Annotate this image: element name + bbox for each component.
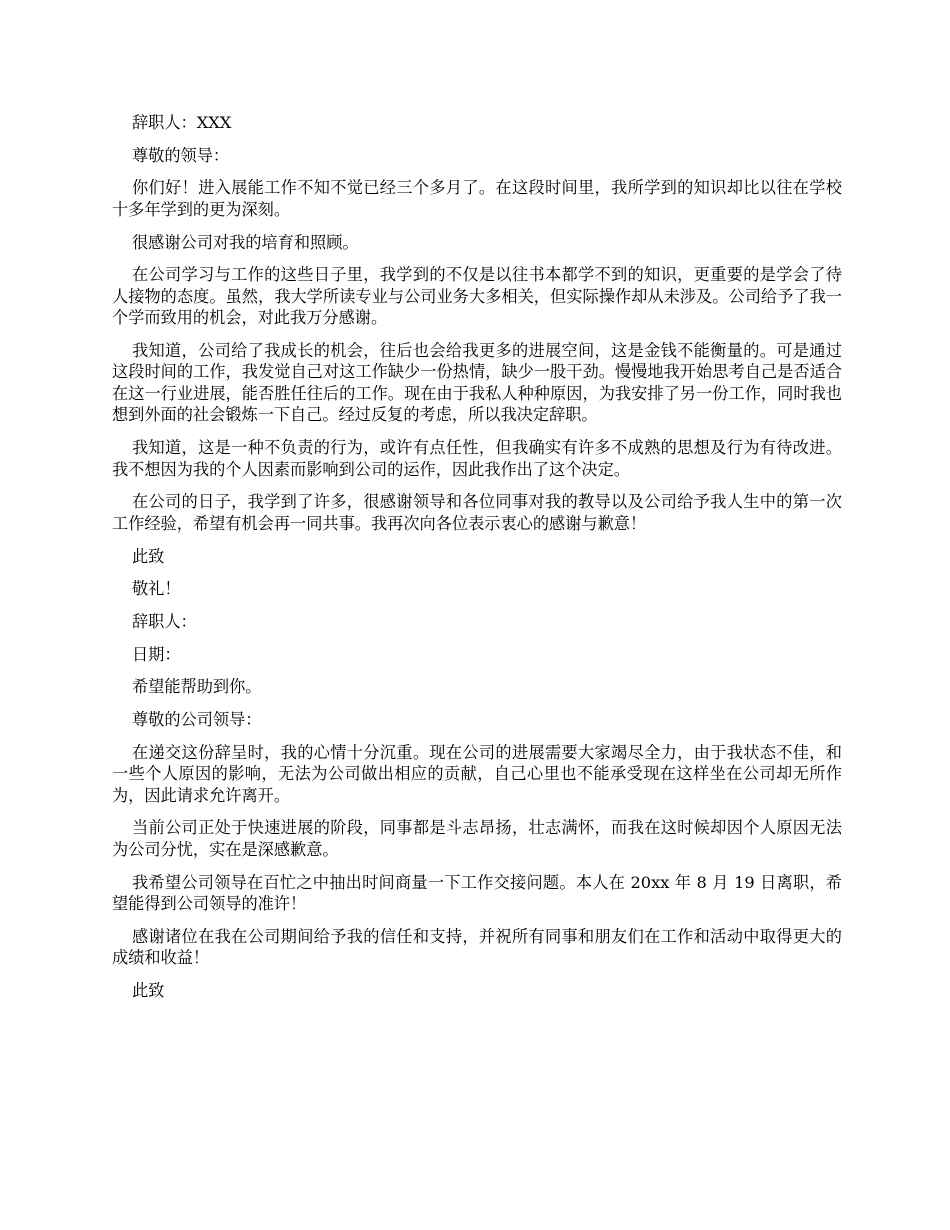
body-paragraph: 感谢诸位在我在公司期间给予我的信任和支持，并祝所有同事和朋友们在工作和活动中取得更大的成绩和收益！	[112, 926, 842, 968]
body-paragraph: 你们好！进入展能工作不知不觉已经三个多月了。在这段时间里，我所学到的知识却比以往在学校十多年学到的更为深刻。	[112, 178, 842, 219]
salutation: 尊敬的领导：	[132, 145, 230, 165]
closing-line: 此致	[132, 546, 165, 566]
date-line: 日期：	[132, 644, 181, 664]
body-paragraph: 我希望公司领导在百忙之中抽出时间商量一下工作交接问题。本人在 20xx 年 8 月 19 日离职，希望能得到公司领导的准许！	[112, 872, 842, 913]
closing-line: 此致	[132, 980, 165, 1000]
signer-line: 辞职人：	[132, 611, 197, 631]
signer-line: 辞职人：XXX	[132, 113, 232, 132]
body-paragraph: 当前公司正处于快速进展的阶段，同事都是斗志昂扬，壮志满怀，而我在这时候却因个人原因无法为公司分忧，实在是深感歉意。	[112, 818, 842, 859]
document-page	[112, 112, 842, 1013]
body-paragraph: 我知道，这是一种不负责的行为，或许有点任性，但我确实有许多不成熟的思想及行为有待改进。我不想因为我的个人因素而影响到公司的运作，因此我作出了这个决定。	[112, 438, 842, 479]
body-paragraph: 很感谢公司对我的培育和照顾。	[132, 232, 359, 252]
body-paragraph: 在公司学习与工作的这些日子里，我学到的不仅是以往书本都学不到的知识，更重要的是学会了待人接物的态度。虽然，我大学所读专业与公司业务大多相关，但实际操作却从未涉及。公司给予了我一个学而致用的机会，对此我万分感谢。	[112, 265, 842, 328]
body-paragraph: 我知道，公司给了我成长的机会，往后也会给我更多的进展空间，这是金钱不能衡量的。可是通过这段时间的工作，我发觉自己对这工作缺少一份热情，缺少一股干劲。慢慢地我开始思考自己是否适合在这一行业进展，能否胜任往后的工作。现在由于我私人种种原因，为我安排了另一份工作，同时我也想到外面的社会锻炼一下自己。经过反复的考虑，所以我决定辞职。	[112, 340, 842, 425]
body-paragraph: 在公司的日子，我学到了许多，很感谢领导和各位同事对我的教导以及公司给予我人生中的第一次工作经验，希望有机会再一同共事。我再次向各位表示衷心的感谢与歉意！	[112, 492, 842, 533]
body-paragraph: 希望能帮助到你。	[132, 677, 262, 697]
salutation: 尊敬的公司领导：	[132, 709, 262, 729]
closing-line: 敬礼！	[132, 579, 181, 599]
body-paragraph: 在递交这份辞呈时，我的心情十分沉重。现在公司的进展需要大家竭尽全力，由于我状态不佳，和一些个人原因的影响，无法为公司做出相应的贡献，自己心里也不能承受现在这样坐在公司却无所作为，因此请求允许离开。	[112, 742, 842, 805]
